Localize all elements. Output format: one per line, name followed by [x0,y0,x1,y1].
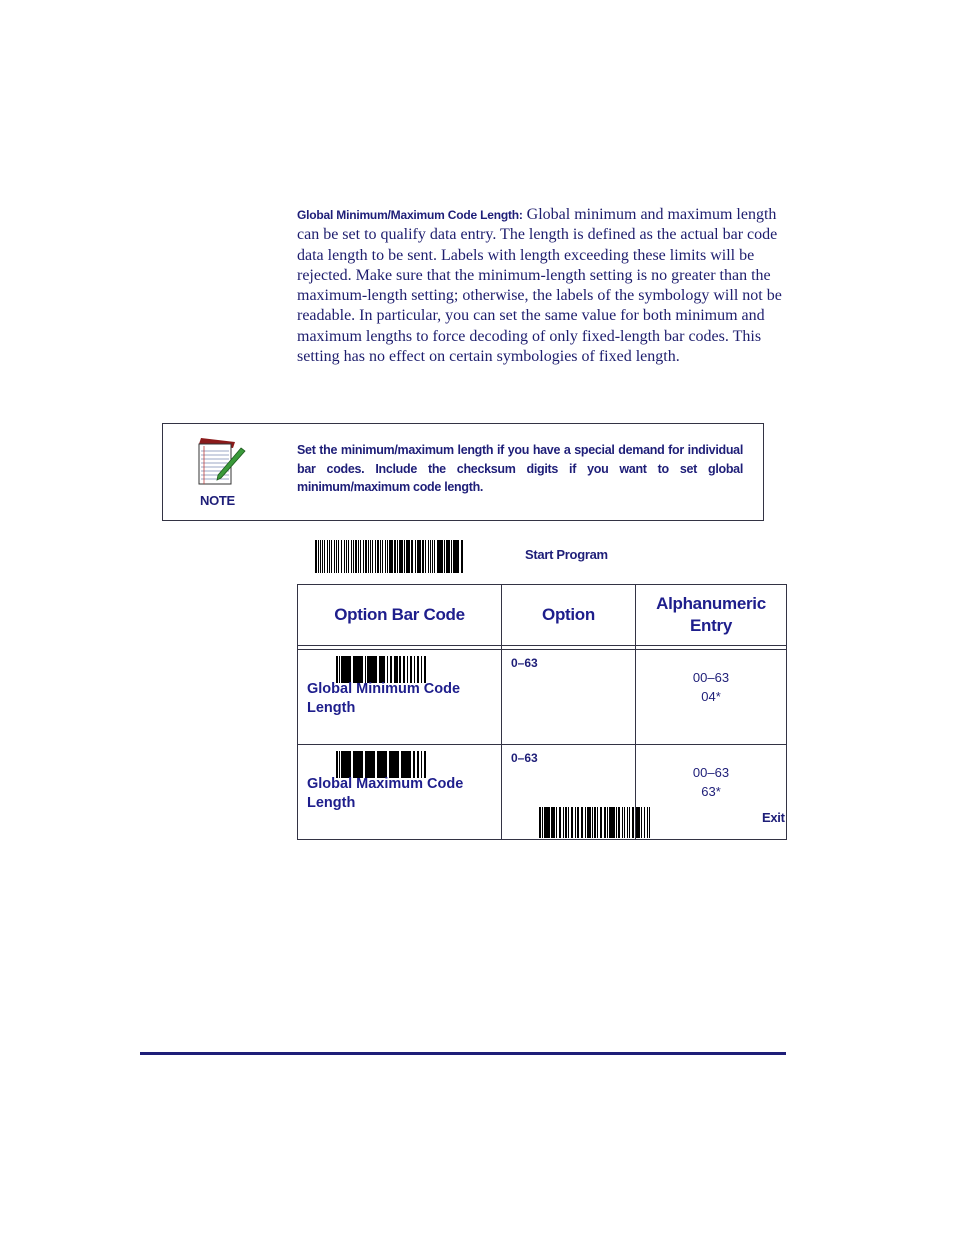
barcode-bar [336,656,338,683]
row-range: 00–63 [692,670,730,685]
barcode-bar [644,807,645,838]
barcode-bar [542,807,543,838]
note-box [162,423,764,521]
barcode-bar [563,807,564,838]
barcode-bar [641,807,642,838]
barcode-bar [432,540,433,573]
barcode-bar [577,807,579,838]
barcode-bar [434,540,435,573]
barcode-bar [430,540,431,573]
barcode-bar [428,540,429,573]
exit-barcode[interactable] [539,807,667,838]
barcode-bar [380,540,381,573]
barcode-bar [632,807,634,838]
barcode-bar [387,656,388,683]
barcode-bar [604,807,606,838]
barcode-bar [417,656,419,683]
barcode-bar [334,540,335,573]
barcode-bar [385,540,386,573]
barcode-bar [594,807,596,838]
barcode-bar [622,807,623,838]
barcode-bar [338,540,339,573]
barcode-bar [346,540,347,573]
barcode-bar [390,656,392,683]
barcode-bar [318,540,319,573]
barcode-bar [322,540,323,573]
barcode-bar [425,540,426,573]
barcode-bar [414,656,415,683]
barcode-bar [377,751,387,778]
row-option: 0–63 [502,745,636,840]
barcode-bar [411,540,413,573]
barcode-bar [341,540,342,573]
barcode-bar [353,751,363,778]
exit-label: Exit [762,810,785,825]
barcode-bar [575,807,576,838]
start-program-barcode[interactable] [315,540,505,573]
barcode-bar [407,656,408,683]
barcode-bar [329,540,330,573]
barcode-bar [624,807,625,838]
barcode-bar [348,540,349,573]
barcode-bar [394,540,396,573]
footer-rule [140,1052,786,1055]
barcode-bar [647,807,648,838]
barcode-bar [368,540,369,573]
barcode-bar [401,751,411,778]
barcode-bar [422,540,424,573]
barcode-bar [616,807,617,838]
barcode-bar [424,656,426,683]
barcode-bar [618,807,620,838]
barcode-bar [571,807,573,838]
barcode-bar [377,540,379,573]
barcode-bar [609,807,615,838]
barcode-bar [410,656,412,683]
barcode-bar [367,656,377,683]
barcode-bar [587,807,591,838]
barcode-bar [365,540,367,573]
barcode-bar [581,807,583,838]
barcode-bar [351,540,352,573]
barcode-bar [404,540,405,573]
barcode-bar [559,807,561,838]
barcode-bar [365,656,366,683]
header-alphanumeric-entry: Alphanumeric Entry [636,585,787,646]
barcode-bar [358,540,359,573]
barcode-bar [324,540,325,573]
barcode-bar [375,540,376,573]
header-option: Option [502,585,636,646]
barcode-bar [421,751,422,778]
barcode-bar [592,807,593,838]
barcode-bar [389,540,393,573]
barcode-bar [636,807,640,838]
barcode-bar [389,751,399,778]
barcode-bar [556,807,557,838]
barcode-bar [355,540,357,573]
barcode-bar [379,656,385,683]
barcode-bar [539,807,541,838]
barcode-bar [399,540,403,573]
barcode-bar [339,656,340,683]
table-row [298,650,787,745]
intro-paragraph [297,205,785,367]
barcode-bar [372,540,373,573]
barcode-bar [551,807,555,838]
intro-body: Global minimum and maximum length can be set to qualify data entry. The length is defined as the actual bar code data length to be sent. Labels with length exceeding these limits will be rejected. Make sure that the minimum-length setting is no greater than the maximum-length setting; otherwise, the labels of the symbology will not be readable. In particular, you can set the same value for both minimum and maximum lengths to force decoding of only fixed-length bar codes. This setting has no effect on certain symbologies of fixed length. [297,206,782,366]
barcode-bar [336,751,338,778]
barcode-bar [365,751,375,778]
barcode-bar [353,540,354,573]
barcode-bar [339,751,340,778]
barcode-bar [403,656,405,683]
barcode-bar [406,540,410,573]
intro-lead: Global Minimum/Maximum Code Length: [297,208,523,222]
barcode-bar [320,540,321,573]
row-option: 0–63 [502,650,636,745]
barcode-bar [363,540,364,573]
barcode-bar [370,540,371,573]
start-program-label: Start Program [525,547,608,562]
barcode-bar [585,807,586,838]
header-option-bar-code: Option Bar Code [298,585,502,646]
barcode-bar [387,540,388,573]
barcode-bar [649,807,650,838]
barcode-bar [437,540,443,573]
barcode-bar [446,540,450,573]
barcode-bar [424,751,426,778]
barcode-bar [360,540,361,573]
barcode-bar [341,656,351,683]
barcode-bar [607,807,608,838]
barcode-bar [341,751,351,778]
barcode-bar [451,540,452,573]
barcode-bar [627,807,628,838]
row-name: Global Minimum Code Length [307,681,461,716]
barcode-bar [344,540,345,573]
barcode-bar [597,807,598,838]
note-text: Set the minimum/maximum length if you have a special demand for individual bar codes. Include the checksum digits if you want to set global minimum/maximum code length. [297,443,743,494]
barcode-bar [331,540,332,573]
row-default: 63* [701,783,721,799]
notepad-pen-icon [193,434,249,486]
note-label: NOTE [200,493,235,508]
barcode-bar [415,540,416,573]
options-table [297,584,787,840]
barcode-bar [327,540,328,573]
barcode-bar [413,751,415,778]
barcode-bar [453,540,459,573]
barcode-bar [444,540,445,573]
barcode-bar [461,540,463,573]
barcode-bar [353,656,363,683]
barcode-bar [565,807,567,838]
barcode-bar [397,540,398,573]
barcode-bar [629,807,630,838]
row-name: Global Maximum Code Length [307,776,464,811]
barcode-bar [417,540,421,573]
barcode-bar [421,656,422,683]
barcode-bar [568,807,569,838]
row-range: 00–63 [692,765,730,780]
barcode-bar [315,540,317,573]
barcode-bar [336,540,337,573]
barcode-bar [399,656,401,683]
barcode-bar [382,540,383,573]
barcode-bar [544,807,550,838]
row-alphanumeric [636,650,787,745]
row-default: 04* [701,688,721,704]
barcode-bar [394,656,398,683]
barcode-bar [417,751,419,778]
barcode-bar [600,807,602,838]
